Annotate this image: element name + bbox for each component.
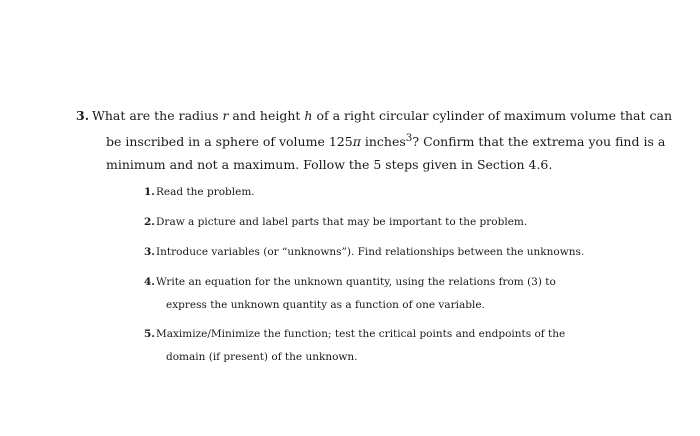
steps-list xyxy=(144,182,585,376)
step-1 xyxy=(144,182,564,212)
step-4 xyxy=(144,272,564,324)
problem-3 xyxy=(76,104,672,176)
step-text-continued: domain (if present) of the unknown. xyxy=(166,351,358,363)
step-number: 3. xyxy=(144,246,155,258)
step-text: Introduce variables (or “unknowns”). Find relationships between the unknowns. xyxy=(156,246,585,258)
step-text: Write an equation for the unknown quantity, using the relations from (3) to xyxy=(156,276,556,288)
problem-line-1: What are the radius r and height h of a right circular cylinder of maximum volume that can xyxy=(92,108,672,123)
step-text: Draw a picture and label parts that may be important to the problem. xyxy=(156,216,528,228)
step-number: 1. xyxy=(144,186,155,198)
step-number: 2. xyxy=(144,216,155,228)
step-number: 5. xyxy=(144,328,155,340)
step-number: 4. xyxy=(144,276,155,288)
step-3 xyxy=(144,242,585,272)
variable-r: r xyxy=(222,108,229,123)
problem-line-2: be inscribed in a sphere of volume 125π inches$^3$? Confirm that the extrema you find is a xyxy=(106,132,666,150)
pi-symbol: π xyxy=(352,134,361,150)
step-text: Maximize/Minimize the function; test the critical points and endpoints of the xyxy=(156,328,566,340)
variable-h: h xyxy=(304,108,313,123)
problem-number: 3. xyxy=(76,108,90,123)
step-text-continued: express the unknown quantity as a function of one variable. xyxy=(166,299,485,311)
problem-line-3: minimum and not a maximum. Follow the 5 steps given in Section 4.6. xyxy=(106,157,553,173)
exponent: 3 xyxy=(405,132,413,144)
step-2 xyxy=(144,212,564,242)
step-5 xyxy=(144,324,564,376)
step-text: Read the problem. xyxy=(156,186,255,198)
